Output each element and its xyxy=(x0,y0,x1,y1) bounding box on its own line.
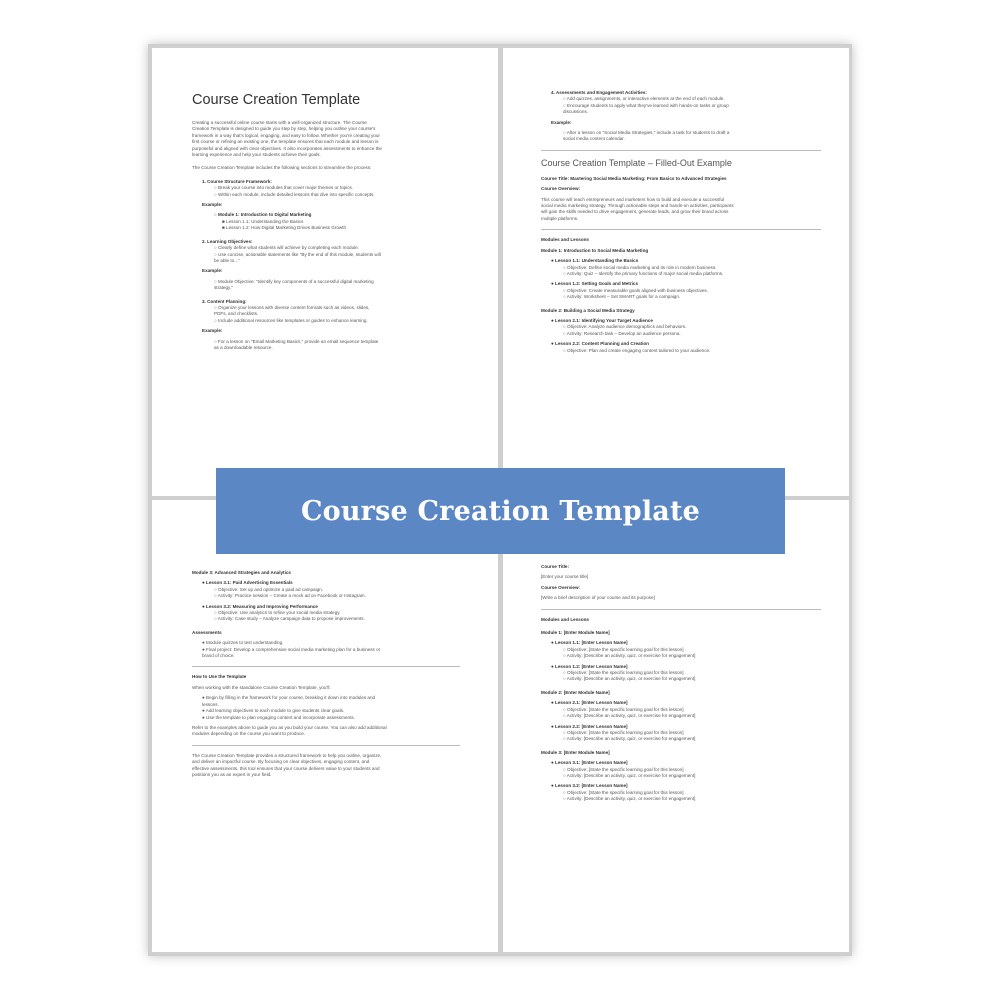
lesson-heading: ● Lesson 1.1: [Enter Lesson Name] xyxy=(551,640,628,646)
section-heading: 2. Learning Objectives: xyxy=(202,238,253,244)
document-page-3 xyxy=(152,500,498,952)
document-page-2 xyxy=(503,48,849,496)
lesson-heading: ● Lesson 2.2: Content Planning and Creation xyxy=(551,341,649,347)
list-item: ● Module quizzes to test understanding. xyxy=(202,640,284,646)
list-item: ○ Organize your lessons with diverse content formats such as videos, slides, xyxy=(214,304,370,310)
overview-value: [Write a brief description of your course and its purpose] xyxy=(541,595,655,601)
list-item: ● Add learning objectives to each module to give students clear goals. xyxy=(202,708,345,714)
intro-line: Creating a successful online course starts with a well-organized structure. The Course xyxy=(192,120,367,125)
list-item: ○ Activity: Research task – Develop an audience persona. xyxy=(563,330,681,336)
list-item: ■ Lesson 1.2: How Digital Marketing Drives Business Growth xyxy=(222,225,347,231)
howto-label: How to Use the Template xyxy=(192,674,247,680)
intro-line: learning experience and help your students achieve their goals. xyxy=(192,152,321,158)
list-item: discussions. xyxy=(563,109,589,115)
lesson-heading: ● Lesson 1.2: [Enter Lesson Name] xyxy=(551,663,628,669)
divider xyxy=(541,229,821,230)
section-heading: 4. Assessments and Engagement Activities: xyxy=(551,90,647,95)
list-item: ○ Within each module, include detailed lessons that dive into specific concepts. xyxy=(214,191,375,197)
list-item: lessons. xyxy=(202,701,219,707)
closing-line: The Course Creation Template provides a structured framework to help you outline, organize, xyxy=(192,752,382,758)
course-title-value: [Enter your course title] xyxy=(541,574,589,580)
list-item: ○ Encourage students to apply what they've learned with hands-on tasks or group xyxy=(563,102,729,108)
module-heading: Module 2: Building a Social Media Strategy xyxy=(541,307,635,313)
list-item: ○ Objective: Analyze audience demographics and behaviors. xyxy=(563,324,687,330)
document-page-1 xyxy=(152,48,498,496)
list-item: ○ Objective: Plan and create engaging content tailored to your audience. xyxy=(563,347,711,353)
refer-line: Refer to the examples above to guide you as you build your course. You can also add additional xyxy=(192,724,387,730)
list-item: ○ Activity: Worksheet – Set SMART goals for a campaign. xyxy=(563,294,681,300)
list-item: ○ Activity: [Describe an activity, quiz, or exercise for engagement] xyxy=(563,736,696,742)
list-item: ○ Activity: [Describe an activity, quiz, or exercise for engagement] xyxy=(563,713,696,719)
overview-line: will gain the skills needed to drive engagement, generate leads, and grow their brand across xyxy=(541,209,729,215)
sections-intro: The Course Creation Template includes the following sections to streamline the process: xyxy=(192,165,372,171)
list-item: be able to..." xyxy=(214,257,240,263)
example-label: Example: xyxy=(202,202,223,208)
list-item: ○ Objective: Define social media marketing and its role in modern business. xyxy=(563,264,717,270)
list-item: ○ Module 1: Introduction to Digital Marketing xyxy=(214,212,312,218)
closing-line: effective assessments, this tool ensures that your course delivers value to your students and xyxy=(192,765,380,771)
list-item: ○ Activity: Practice session – Create a mock ad on Facebook or Instagram. xyxy=(214,593,366,599)
list-item: ● Use the template to plan engaging content and incorporate assessments. xyxy=(202,714,355,720)
list-item: ○ Objective: [State the specific learning goal for this lesson] xyxy=(563,766,684,772)
refer-line: modules depending on the course you want to produce. xyxy=(192,731,306,737)
divider xyxy=(192,666,460,667)
overview-line: This course will teach entrepreneurs and marketers how to build and execute a successful xyxy=(541,196,725,202)
list-item: ○ Use concise, actionable statements like "By the end of this module, students will xyxy=(214,251,381,257)
page-title: Course Creation Template xyxy=(192,92,361,108)
assessments-label: Assessments xyxy=(192,629,222,635)
lesson-heading: ● Lesson 3.1: Paid Advertising Essentials xyxy=(202,580,293,586)
lesson-heading: ● Lesson 3.2: [Enter Lesson Name] xyxy=(551,783,628,789)
howto-intro: When working with the standalone Course Creation Template, you'll: xyxy=(192,684,331,690)
list-item: ○ Clearly define what students will achieve by completing each module. xyxy=(214,245,360,251)
list-item: as a downloadable resource. xyxy=(214,344,273,350)
intro-line: framework in a way that's logical, engaging, and easy to follow. Whether you're creating your xyxy=(192,132,380,138)
list-item: ● Final project: Develop a comprehensive social media marketing plan for a business or xyxy=(202,646,381,652)
overview-label: Course Overview: xyxy=(541,584,581,590)
list-item: PDFs, and checklists. xyxy=(214,311,259,317)
section-heading: 1. Course Structure Framework: xyxy=(202,178,272,184)
list-item: ○ After a lesson on "Social Media Strategies," include a task for students to draft a xyxy=(563,130,730,136)
module-heading: Module 1: Introduction to Social Media Marketing xyxy=(541,247,649,253)
overview-line: social media marketing strategy. Through actionable steps and hands-on activities, participants xyxy=(541,203,734,209)
lesson-heading: ● Lesson 1.1: Understanding the Basics xyxy=(551,258,639,264)
list-item: ○ Break your course into modules that cover major themes or topics. xyxy=(214,185,354,191)
list-item: ○ Activity: [Describe an activity, quiz, or exercise for engagement] xyxy=(563,796,696,802)
module-heading: Module 1: [Enter Module Name] xyxy=(541,630,610,636)
section-title: Course Creation Template – Filled-Out Example xyxy=(541,157,732,168)
intro-line: first course or refining an existing one, the template ensures that each module and lesson is xyxy=(192,139,379,145)
section-heading: 3. Content Planning: xyxy=(202,298,247,304)
lesson-heading: ● Lesson 3.2: Measuring and Improving Performance xyxy=(202,603,318,609)
lesson-heading: ● Lesson 1.2: Setting Goals and Metrics xyxy=(551,281,639,287)
example-label: Example: xyxy=(551,119,572,125)
module-heading: Module 3: [Enter Module Name] xyxy=(541,749,610,755)
list-item: ● Begin by filling in the framework for your course, breaking it down into modules and xyxy=(202,695,376,701)
intro-line: Creation Template is designed to guide you step by step, helping you outline your course's xyxy=(192,126,376,132)
list-item: ○ Activity: Quiz – Identify the primary functions of major social media platforms. xyxy=(563,270,724,276)
module-heading: Module 3: Advanced Strategies and Analytics xyxy=(192,570,291,575)
list-item: strategy." xyxy=(214,285,233,291)
list-item: ○ Objective: [State the specific learning goal for this lesson] xyxy=(563,646,684,652)
example-label: Example: xyxy=(202,268,223,274)
closing-line: and deliver an impactful course. By focusing on clear objectives, engaging content, and xyxy=(192,759,370,765)
list-item: ○ Objective: Create measurable goals aligned with business objectives. xyxy=(563,287,709,293)
list-item: ■ Lesson 1.1: Understanding the Basics xyxy=(222,218,304,224)
course-title-label: Course Title: xyxy=(541,564,569,569)
lesson-heading: ● Lesson 2.2: [Enter Lesson Name] xyxy=(551,723,628,729)
list-item: ○ Objective: Set up and optimize a paid ad campaign. xyxy=(214,586,324,592)
list-item: ○ Objective: [State the specific learning goal for this lesson] xyxy=(563,729,684,735)
banner-title: Course Creation Template xyxy=(300,495,701,527)
module-heading: Module 2: [Enter Module Name] xyxy=(541,689,610,695)
course-title: Course Title: Mastering Social Media Marketing: From Basics to Advanced Strategies xyxy=(541,175,727,181)
list-item: ○ Activity: [Describe an activity, quiz, or exercise for engagement] xyxy=(563,676,696,682)
list-item: ○ Add quizzes, assignments, or interactive elements at the end of each module. xyxy=(563,96,725,102)
list-item: ○ Activity: [Describe an activity, quiz, or exercise for engagement] xyxy=(563,772,696,778)
title-banner xyxy=(216,468,785,554)
lesson-heading: ● Lesson 3.1: [Enter Lesson Name] xyxy=(551,760,628,766)
example-label: Example: xyxy=(202,328,223,334)
list-item: ○ Activity: [Describe an activity, quiz, or exercise for engagement] xyxy=(563,653,696,659)
list-item: social media content calendar. xyxy=(563,136,625,142)
lesson-heading: ● Lesson 2.1: Identifying Your Target Audience xyxy=(551,317,653,323)
list-item: ○ For a lesson on "Email Marketing Basics," provide an email sequence template xyxy=(214,338,379,344)
document-page-4 xyxy=(503,500,849,952)
list-item: ○ Activity: Case study – Analyze campaign data to propose improvements. xyxy=(214,616,365,622)
divider xyxy=(192,745,460,746)
modules-label: Modules and Lessons xyxy=(541,616,589,622)
divider xyxy=(541,150,821,151)
list-item: ○ Module Objective: "Identify key components of a successful digital marketing xyxy=(214,278,374,284)
overview-line: multiple platforms. xyxy=(541,215,579,221)
overview-label: Course Overview: xyxy=(541,186,581,192)
intro-line: purposeful and aligned with clear objectives. It also incorporates assessments to enhance the xyxy=(192,145,382,151)
list-item: ○ Include additional resources like templates or guides to enhance learning. xyxy=(214,317,368,323)
list-item: ○ Objective: [State the specific learning goal for this lesson] xyxy=(563,789,684,795)
list-item: ○ Objective: [State the specific learning goal for this lesson] xyxy=(563,670,684,676)
modules-label: Modules and Lessons xyxy=(541,237,589,243)
lesson-heading: ● Lesson 2.1: [Enter Lesson Name] xyxy=(551,700,628,706)
closing-line: positions you as an expert in your field. xyxy=(192,771,272,777)
list-item: ○ Objective: Use analytics to refine your social media strategy. xyxy=(214,610,341,616)
list-item: brand of choice. xyxy=(202,653,235,659)
divider xyxy=(541,609,821,610)
list-item: ○ Objective: [State the specific learning goal for this lesson] xyxy=(563,706,684,712)
